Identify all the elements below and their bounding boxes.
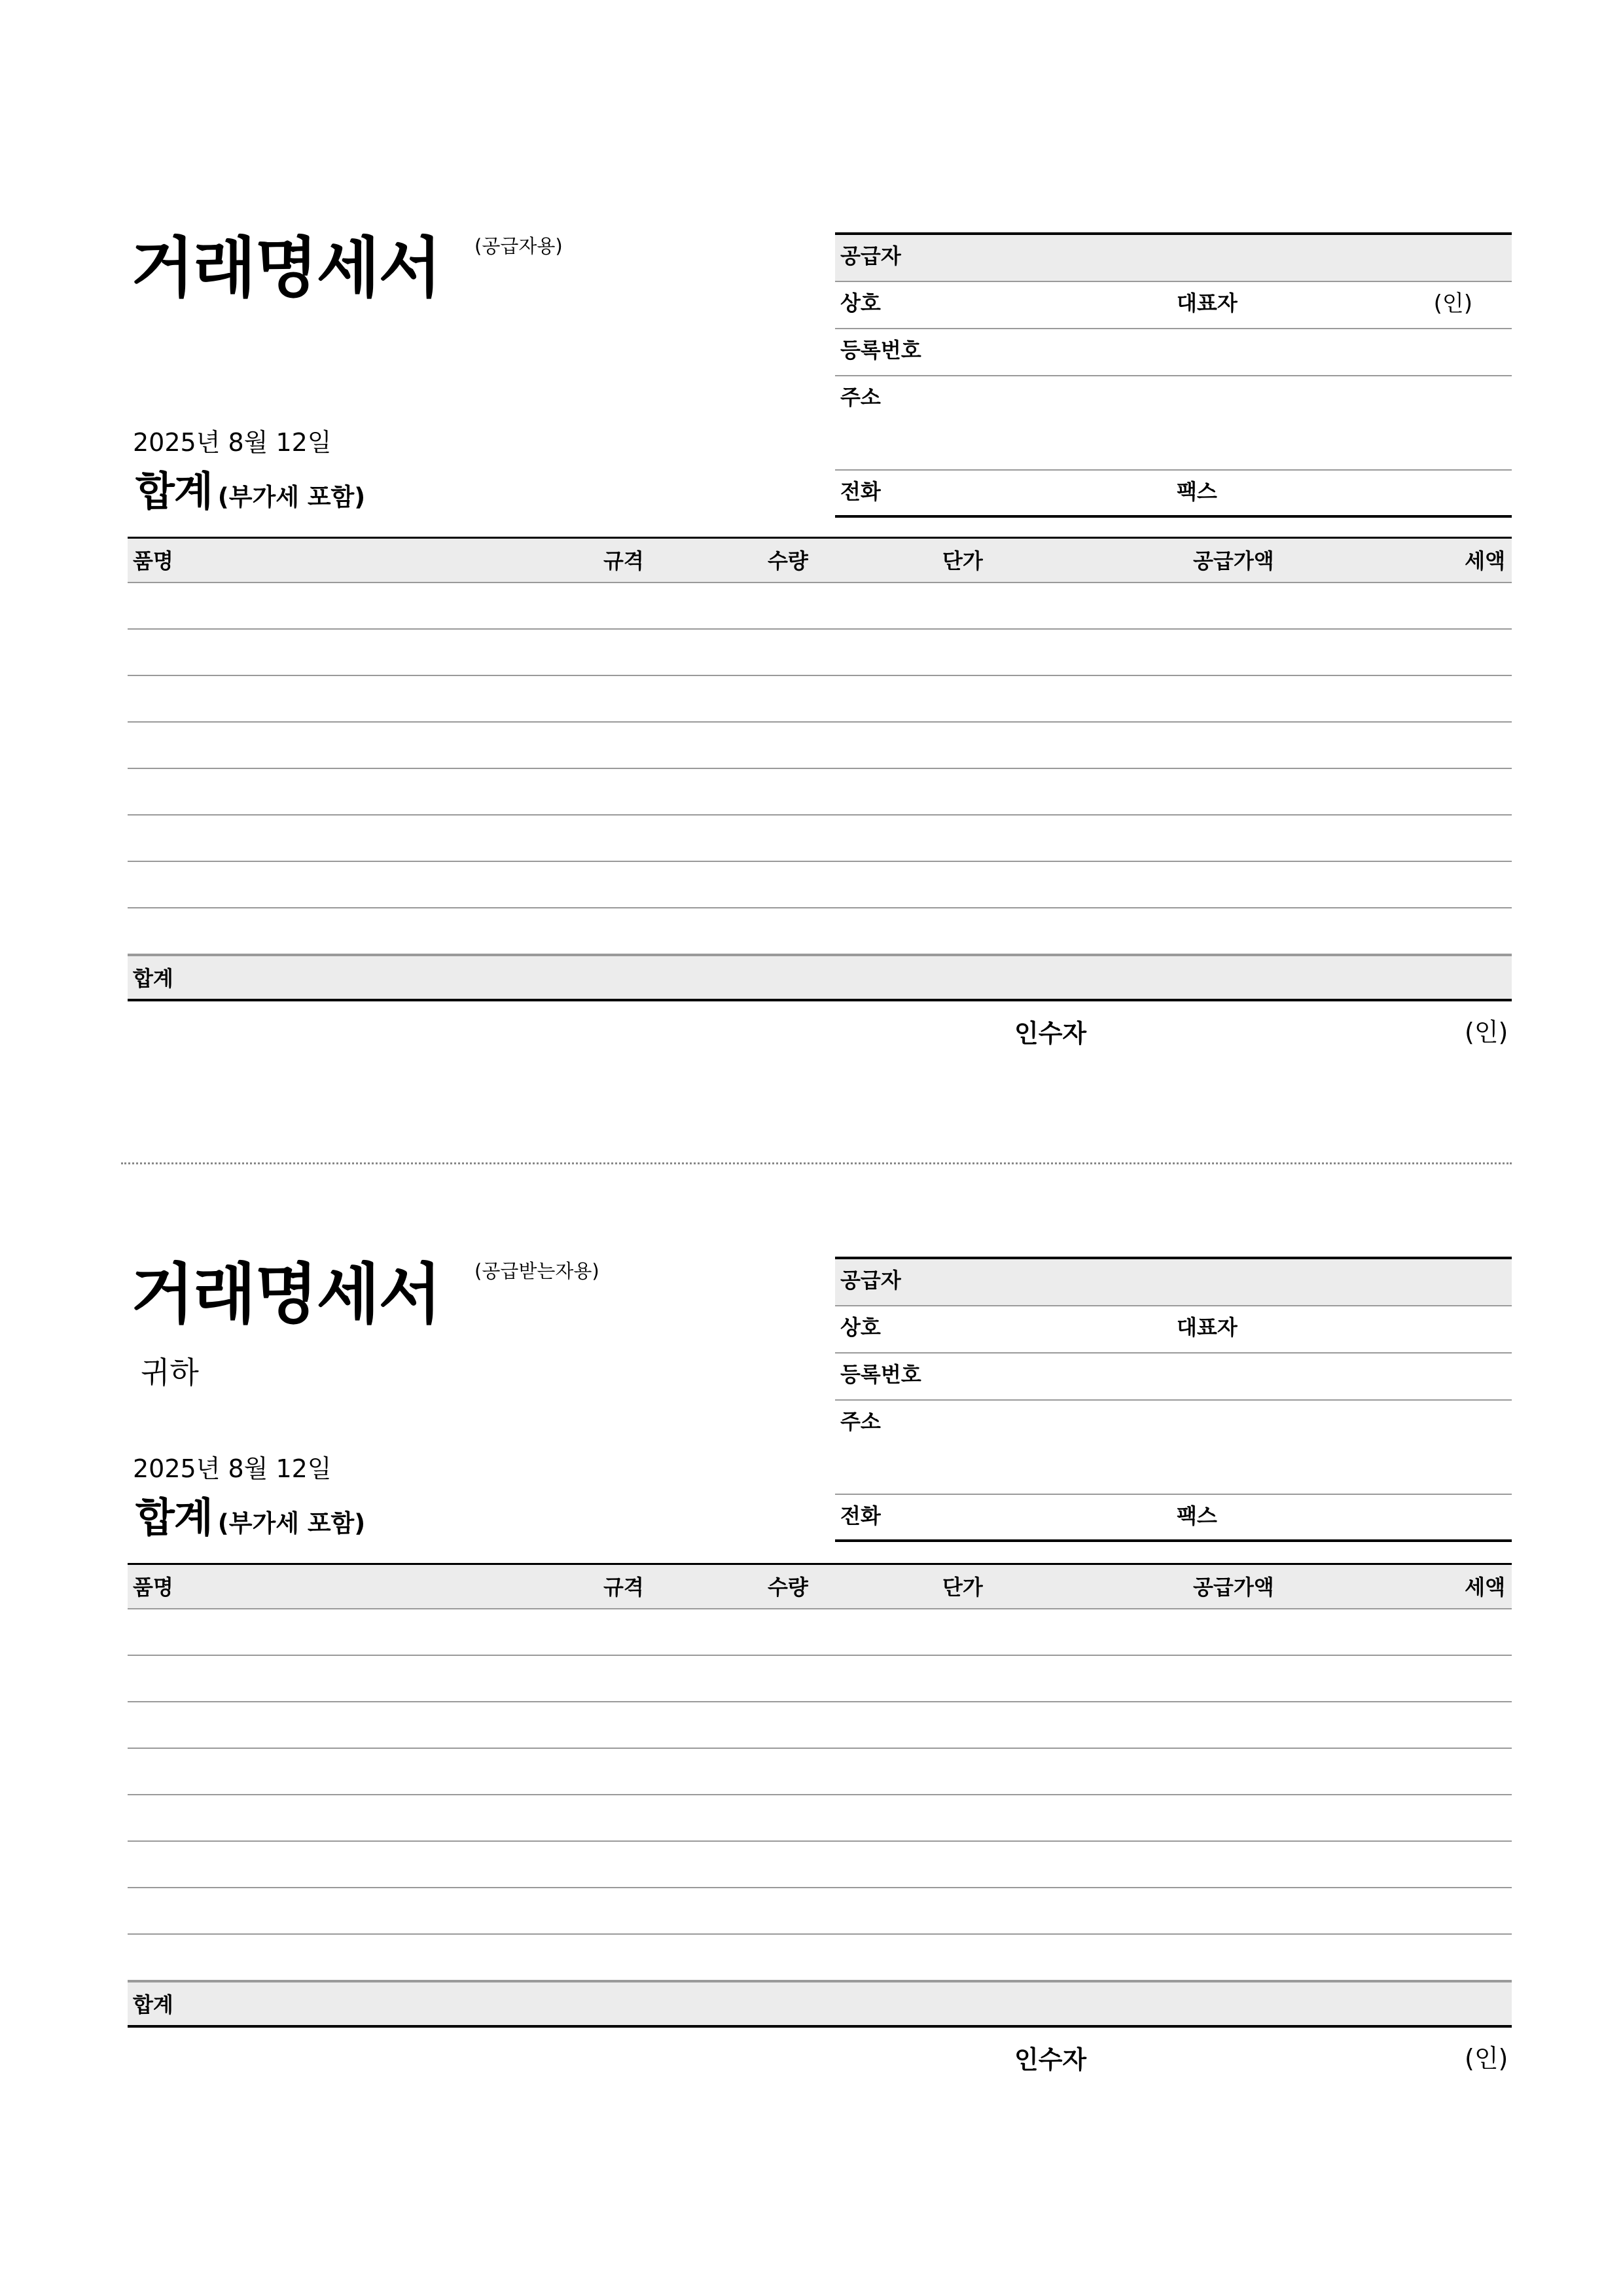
- supplier-header-row: [835, 1259, 1512, 1306]
- col-item-name: 품명: [133, 548, 173, 573]
- supplier-header: 공급자: [840, 1268, 901, 1293]
- col-supply-amount: 공급가액: [1193, 1575, 1274, 1600]
- supplier-info-table: [835, 232, 1512, 504]
- document-title: 거래명세서: [131, 230, 440, 306]
- col-spec: 규격: [603, 1575, 644, 1600]
- representative-label: 대표자: [1177, 291, 1238, 315]
- company-row: [835, 1306, 1512, 1354]
- receiver-label: 인수자: [1014, 2045, 1087, 2074]
- supplier-header: 공급자: [840, 243, 901, 268]
- supplier-header-row: [835, 235, 1512, 282]
- items-total-label: 합계: [133, 1992, 173, 2017]
- address-row: [835, 376, 1512, 471]
- company-row: [835, 282, 1512, 329]
- table-row[interactable]: [128, 1656, 1512, 1702]
- items-total-row: [128, 955, 1512, 1001]
- registration-label: 등록번호: [840, 1362, 921, 1387]
- phone-row: [835, 1495, 1512, 1542]
- table-row[interactable]: [128, 1702, 1512, 1749]
- grand-total: [135, 1494, 366, 1541]
- items-total-row: [128, 1981, 1512, 2028]
- receiver-label: 인수자: [1014, 1019, 1087, 1048]
- col-quantity: 수량: [768, 1575, 808, 1600]
- registration-row: [835, 329, 1512, 376]
- table-row[interactable]: [128, 908, 1512, 955]
- vat-note: (부가세 포함): [217, 483, 366, 511]
- table-row[interactable]: [128, 862, 1512, 908]
- copy-type-label: (공급받는자용): [474, 1260, 599, 1282]
- grand-total-label: 합계: [135, 1494, 213, 1541]
- table-row[interactable]: [128, 1795, 1512, 1842]
- col-tax: 세액: [1465, 1575, 1505, 1600]
- table-row[interactable]: [128, 816, 1512, 862]
- table-row[interactable]: [128, 1935, 1512, 1981]
- phone-label: 전화: [840, 1503, 881, 1528]
- table-row[interactable]: [128, 1749, 1512, 1795]
- recipient-suffix: 귀하: [141, 1355, 199, 1390]
- phone-row: [835, 471, 1512, 518]
- supplier-info-table: [835, 1257, 1512, 1528]
- document-title: 거래명세서: [131, 1256, 440, 1333]
- items-total-label: 합계: [133, 966, 173, 991]
- items-header-row: [128, 1563, 1512, 1609]
- table-row[interactable]: [128, 1888, 1512, 1935]
- table-row[interactable]: [128, 630, 1512, 676]
- copy-type-label: (공급자용): [474, 235, 563, 257]
- cut-line: [121, 1162, 1512, 1164]
- col-spec: 규격: [603, 548, 644, 573]
- seal-mark: (인): [1433, 291, 1472, 317]
- representative-label: 대표자: [1177, 1315, 1238, 1340]
- receiver-seal: (인): [1465, 2044, 1508, 2073]
- address-row: [835, 1401, 1512, 1495]
- vat-note: (부가세 포함): [217, 1509, 366, 1537]
- company-label: 상호: [840, 291, 881, 315]
- issue-date: 2025년 8월 12일: [133, 428, 332, 457]
- table-row[interactable]: [128, 723, 1512, 769]
- issue-date: 2025년 8월 12일: [133, 1454, 332, 1483]
- table-row[interactable]: [128, 676, 1512, 723]
- col-item-name: 품명: [133, 1575, 173, 1600]
- table-row[interactable]: [128, 1842, 1512, 1888]
- address-label: 주소: [840, 1409, 881, 1434]
- fax-label: 팩스: [1177, 479, 1217, 504]
- table-row[interactable]: [128, 1609, 1512, 1656]
- col-supply-amount: 공급가액: [1193, 548, 1274, 573]
- company-label: 상호: [840, 1315, 881, 1340]
- fax-label: 팩스: [1177, 1503, 1217, 1528]
- registration-row: [835, 1354, 1512, 1401]
- items-header-row: [128, 537, 1512, 583]
- col-quantity: 수량: [768, 548, 808, 573]
- col-unit-price: 단가: [942, 1575, 983, 1600]
- grand-total: [135, 467, 366, 515]
- registration-label: 등록번호: [840, 338, 921, 363]
- col-unit-price: 단가: [942, 548, 983, 573]
- col-tax: 세액: [1465, 548, 1505, 573]
- grand-total-label: 합계: [135, 467, 213, 515]
- table-row[interactable]: [128, 583, 1512, 630]
- phone-label: 전화: [840, 479, 881, 504]
- table-row[interactable]: [128, 769, 1512, 816]
- receiver-seal: (인): [1465, 1018, 1508, 1047]
- address-label: 주소: [840, 385, 881, 410]
